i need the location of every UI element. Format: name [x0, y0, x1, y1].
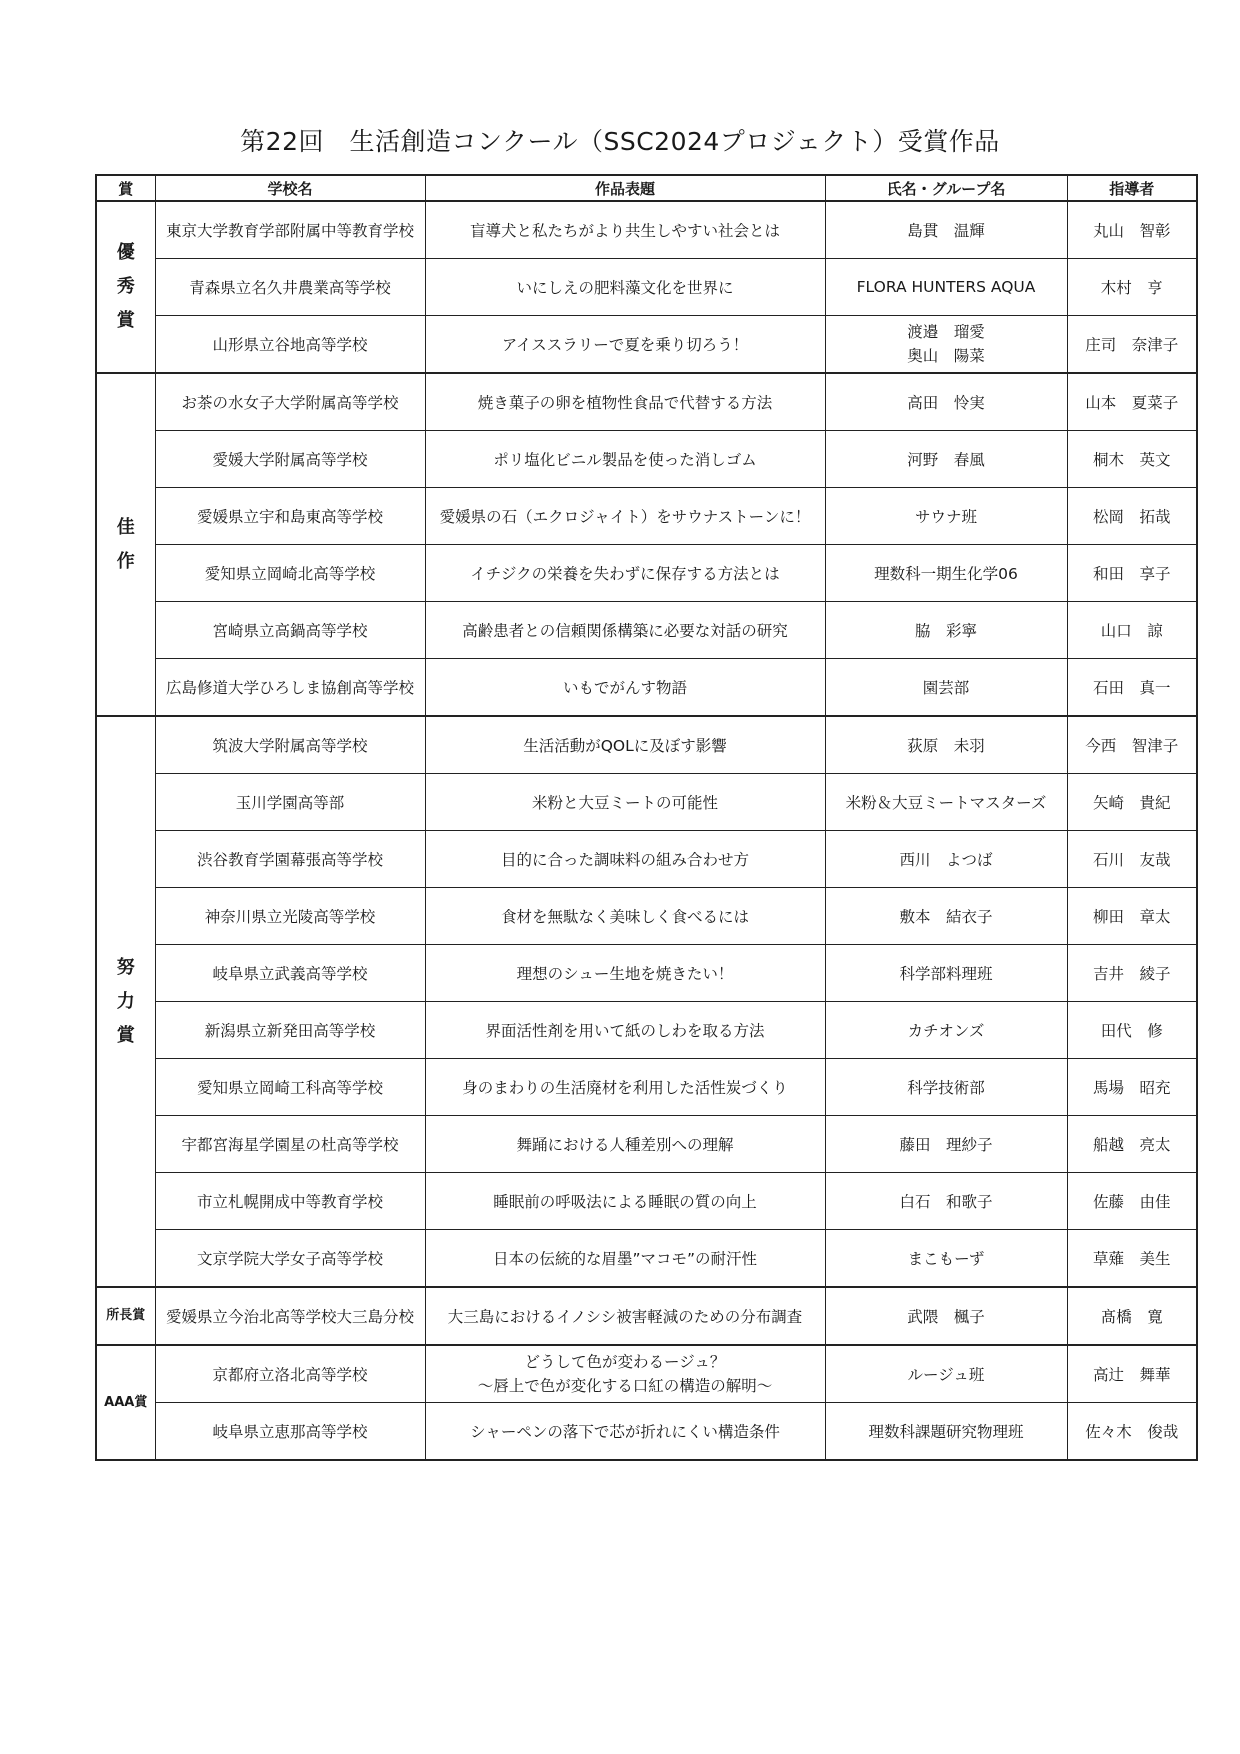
work-title-cell: 睡眠前の呼吸法による睡眠の質の向上: [425, 1173, 825, 1230]
award-category-char: 賞: [116, 1024, 135, 1046]
student-name-cell: 荻原 未羽: [825, 716, 1067, 774]
school-cell: 筑波大学附属高等学校: [155, 716, 425, 774]
work-title-cell: 高齢患者との信頼関係構築に必要な対話の研究: [425, 602, 825, 659]
table-row: [96, 1230, 1197, 1288]
award-category-char: AAA賞: [104, 1394, 148, 1410]
table-row: [96, 1287, 1197, 1345]
school-cell: 東京大学教育学部附属中等教育学校: [155, 201, 425, 259]
advisor-cell: 吉井 綾子: [1067, 945, 1197, 1002]
student-name-cell: 藤田 理紗子: [825, 1116, 1067, 1173]
school-cell: 渋谷教育学園幕張高等学校: [155, 831, 425, 888]
student-name-cell: 理数科一期生化学06: [825, 545, 1067, 602]
student-name-cell: 高田 怜実: [825, 373, 1067, 431]
advisor-cell: 石川 友哉: [1067, 831, 1197, 888]
work-title-cell: いもでがんす物語: [425, 659, 825, 717]
table-row: [96, 1345, 1197, 1403]
header-school: 学校名: [155, 175, 425, 201]
advisor-cell: 髙橋 寛: [1067, 1287, 1197, 1345]
work-title-cell: 界面活性剤を用いて紙のしわを取る方法: [425, 1002, 825, 1059]
student-name-cell: ルージュ班: [825, 1345, 1067, 1403]
student-name-cell: 米粉＆大豆ミートマスターズ: [825, 774, 1067, 831]
advisor-cell: 山口 諒: [1067, 602, 1197, 659]
student-name-line: 渡邉 瑠愛: [907, 323, 985, 341]
award-category: [96, 1345, 155, 1460]
awards-table: [95, 174, 1198, 1461]
advisor-cell: 草薙 美生: [1067, 1230, 1197, 1288]
page-title: 第22回 生活創造コンクール（SSC2024プロジェクト）受賞作品: [240, 127, 1000, 156]
award-category-char: 力: [116, 990, 135, 1012]
school-cell: 文京学院大学女子高等学校: [155, 1230, 425, 1288]
work-title-cell: 目的に合った調味料の組み合わせ方: [425, 831, 825, 888]
award-category: [96, 373, 155, 716]
work-title-cell: 身のまわりの生活廃材を利用した活性炭づくり: [425, 1059, 825, 1116]
work-title-cell: 理想のシュー生地を焼きたい！: [425, 945, 825, 1002]
student-name-line: 奥山 陽菜: [907, 347, 985, 365]
student-name-cell: まこもーず: [825, 1230, 1067, 1288]
header-name: 氏名・グループ名: [825, 175, 1067, 201]
school-cell: お茶の水女子大学附属高等学校: [155, 373, 425, 431]
work-title-line: どうして色が変わるージュ？: [524, 1353, 726, 1371]
school-cell: 愛媛県立宇和島東高等学校: [155, 488, 425, 545]
student-name-cell: FLORA HUNTERS AQUA: [825, 259, 1067, 316]
award-group: [96, 373, 1197, 716]
work-title-cell: 舞踊における人種差別への理解: [425, 1116, 825, 1173]
table-row: [96, 488, 1197, 545]
table-row: [96, 831, 1197, 888]
table-row: [96, 888, 1197, 945]
work-title-cell: イチジクの栄養を失わずに保存する方法とは: [425, 545, 825, 602]
student-name-cell: 科学技術部: [825, 1059, 1067, 1116]
school-cell: 京都府立洛北高等学校: [155, 1345, 425, 1403]
award-group: [96, 716, 1197, 1287]
advisor-cell: 高辻 舞華: [1067, 1345, 1197, 1403]
award-group: [96, 1287, 1197, 1345]
header-row: [96, 175, 1197, 201]
table-row: [96, 1116, 1197, 1173]
advisor-cell: 丸山 智彰: [1067, 201, 1197, 259]
work-title-cell: 生活活動がQOLに及ぼす影響: [425, 716, 825, 774]
advisor-cell: 柳田 章太: [1067, 888, 1197, 945]
advisor-cell: 田代 修: [1067, 1002, 1197, 1059]
table-row: [96, 201, 1197, 259]
advisor-cell: 馬場 昭充: [1067, 1059, 1197, 1116]
advisor-cell: 桐木 英文: [1067, 431, 1197, 488]
work-title-cell: いにしえの肥料藻文化を世界に: [425, 259, 825, 316]
award-group: [96, 201, 1197, 373]
award-category: [96, 716, 155, 1287]
advisor-cell: 石田 真一: [1067, 659, 1197, 717]
student-name-cell: サウナ班: [825, 488, 1067, 545]
school-cell: 神奈川県立光陵高等学校: [155, 888, 425, 945]
table-row: [96, 1173, 1197, 1230]
school-cell: 山形県立谷地高等学校: [155, 316, 425, 374]
award-category-char: 秀: [116, 276, 135, 297]
table-row: [96, 602, 1197, 659]
table-row: [96, 1059, 1197, 1116]
award-group: [96, 1345, 1197, 1460]
student-name-cell: 脇 彩寧: [825, 602, 1067, 659]
school-cell: 玉川学園高等部: [155, 774, 425, 831]
advisor-cell: 船越 亮太: [1067, 1116, 1197, 1173]
advisor-cell: 佐々木 俊哉: [1067, 1403, 1197, 1461]
award-category-char: 所長賞: [106, 1308, 146, 1323]
school-cell: 愛知県立岡崎北高等学校: [155, 545, 425, 602]
school-cell: 岐阜県立恵那高等学校: [155, 1403, 425, 1461]
award-category-char: 賞: [116, 310, 135, 331]
award-category-char: 作: [116, 550, 135, 572]
student-name-cell: 西川 よつば: [825, 831, 1067, 888]
header-award: 賞: [96, 175, 155, 201]
table-row: [96, 774, 1197, 831]
table-row: [96, 373, 1197, 431]
table-row: [96, 431, 1197, 488]
student-name-cell: 科学部料理班: [825, 945, 1067, 1002]
school-cell: 青森県立名久井農業高等学校: [155, 259, 425, 316]
work-title-cell: ポリ塩化ビニル製品を使った消しゴム: [425, 431, 825, 488]
student-name-cell: 敷本 結衣子: [825, 888, 1067, 945]
student-name-cell: 園芸部: [825, 659, 1067, 717]
table-row: [96, 659, 1197, 717]
table-row: [96, 1002, 1197, 1059]
table-row: [96, 259, 1197, 316]
work-subtitle-line: 〜唇上で色が変化する口紅の構造の解明〜: [477, 1377, 773, 1395]
advisor-cell: 木村 亨: [1067, 259, 1197, 316]
school-cell: 市立札幌開成中等教育学校: [155, 1173, 425, 1230]
award-category: [96, 201, 155, 373]
header-advisor: 指導者: [1067, 175, 1197, 201]
school-cell: 宇都宮海星学園星の杜高等学校: [155, 1116, 425, 1173]
advisor-cell: 和田 享子: [1067, 545, 1197, 602]
advisor-cell: 佐藤 由佳: [1067, 1173, 1197, 1230]
student-name-cell: [825, 316, 1067, 374]
school-cell: 広島修道大学ひろしま協創高等学校: [155, 659, 425, 717]
award-category: [96, 1287, 155, 1345]
student-name-cell: 島貫 温輝: [825, 201, 1067, 259]
work-title-cell: 日本の伝統的な眉墨”マコモ”の耐汗性: [425, 1230, 825, 1288]
award-category-char: 佳: [116, 516, 135, 538]
table-row: [96, 945, 1197, 1002]
award-category-char: 努: [116, 956, 135, 978]
work-title-cell: 焼き菓子の卵を植物性食品で代替する方法: [425, 373, 825, 431]
school-cell: 愛媛県立今治北高等学校大三島分校: [155, 1287, 425, 1345]
advisor-cell: 松岡 拓哉: [1067, 488, 1197, 545]
student-name-cell: 理数科課題研究物理班: [825, 1403, 1067, 1461]
table-row: [96, 1403, 1197, 1461]
student-name-cell: 河野 春風: [825, 431, 1067, 488]
work-title-cell: シャーペンの落下で芯が折れにくい構造条件: [425, 1403, 825, 1461]
work-title-cell: アイススラリーで夏を乗り切ろう！: [425, 316, 825, 374]
school-cell: 宮崎県立高鍋高等学校: [155, 602, 425, 659]
table-row: [96, 716, 1197, 774]
work-title-cell: 大三島におけるイノシシ被害軽減のための分布調査: [425, 1287, 825, 1345]
work-title-cell: [425, 1345, 825, 1403]
school-cell: 愛知県立岡崎工科高等学校: [155, 1059, 425, 1116]
award-category-char: 優: [116, 242, 135, 263]
work-title-cell: 米粉と大豆ミートの可能性: [425, 774, 825, 831]
work-title-cell: 盲導犬と私たちがより共生しやすい社会とは: [425, 201, 825, 259]
school-cell: 岐阜県立武義高等学校: [155, 945, 425, 1002]
advisor-cell: 庄司 奈津子: [1067, 316, 1197, 374]
work-title-cell: 食材を無駄なく美味しく食べるには: [425, 888, 825, 945]
work-title-cell: 愛媛県の石（エクロジャイト）をサウナストーンに！: [425, 488, 825, 545]
advisor-cell: 今西 智津子: [1067, 716, 1197, 774]
student-name-cell: 武隈 楓子: [825, 1287, 1067, 1345]
table-row: [96, 316, 1197, 374]
student-name-cell: 白石 和歌子: [825, 1173, 1067, 1230]
school-cell: 新潟県立新発田高等学校: [155, 1002, 425, 1059]
table-row: [96, 545, 1197, 602]
school-cell: 愛媛大学附属高等学校: [155, 431, 425, 488]
student-name-cell: カチオンズ: [825, 1002, 1067, 1059]
advisor-cell: 山本 夏菜子: [1067, 373, 1197, 431]
advisor-cell: 矢崎 貴紀: [1067, 774, 1197, 831]
header-work: 作品表題: [425, 175, 825, 201]
